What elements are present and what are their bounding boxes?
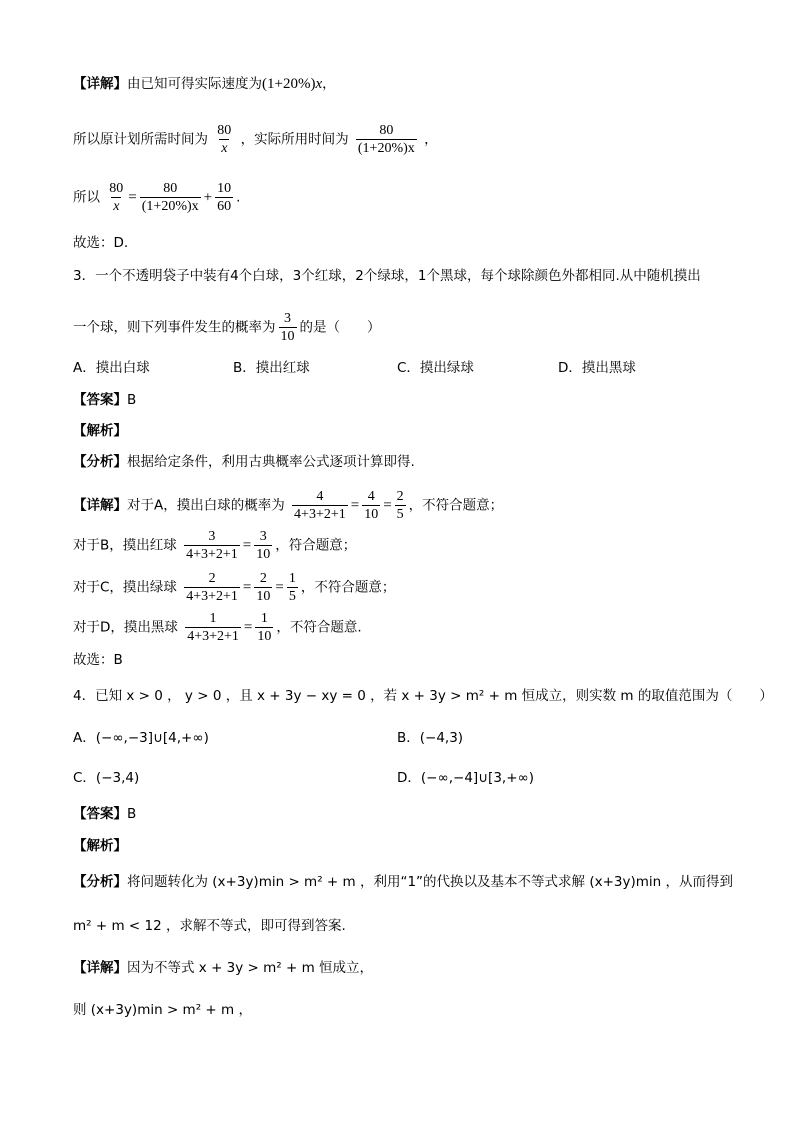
fraction: $\frac{80}{x}$ bbox=[109, 181, 124, 214]
fraction: $\frac{10}{60}$ bbox=[217, 181, 232, 214]
detail-b: 对于B，摸出红球 $\frac{3}{4+3+2+1}$ = $\frac{3}{10}$ ，符合题意； bbox=[73, 529, 357, 562]
q4-option-c: C．(−3,4) bbox=[73, 770, 140, 786]
choose-d: 故选：D. bbox=[73, 235, 129, 251]
question-4-line-1: 4．已知 x > 0 ， y > 0 ，且 x + 3y − xy = 0 ，若 x + 3y > m² + m 恒成立，则实数 m 的取值范围为（ ） bbox=[73, 688, 773, 704]
q4-option-d: D．(−∞,−4]∪[3,+∞) bbox=[397, 770, 535, 786]
fraction: $\frac{80}{x}$ bbox=[217, 123, 232, 156]
question-3-line-2: 一个球，则下列事件发生的概率为 $\frac{3}{10}$ 的是（ ） bbox=[73, 311, 381, 344]
fraction: $\frac{80}{(1+20\%)x}$ bbox=[141, 181, 199, 214]
detail-line-2: 所以原计划所需时间为 $\frac{80}{x}$ ，实际所用时间为 $\frac{80}{(1+20\%)x}$ ， bbox=[73, 123, 438, 156]
q4-analysis-header: 【解析】 bbox=[73, 838, 127, 854]
q4-fenxi-line-2: m² + m < 12 ，求解不等式，即可得到答案. bbox=[73, 918, 346, 934]
choose-b: 故选：B bbox=[73, 652, 123, 668]
q4-detail-line-2: 则 (x+3y)min > m² + m ， bbox=[73, 1002, 252, 1018]
option-d: D．摸出黑球 bbox=[558, 360, 636, 376]
detail-line-3: 所以 $\frac{80}{x}$ = $\frac{80}{(1+20\%)x}$ + $\frac{10}{60}$ . bbox=[73, 181, 241, 214]
option-a: A．摸出白球 bbox=[73, 360, 150, 376]
detail-a: 【详解】对于A，摸出白球的概率为 $\frac{4}{4+3+2+1}$ = $\frac{4}{10}$ = $\frac{2}{5}$ ，不符合题意； bbox=[73, 489, 504, 522]
detail-tag: 【详解】 bbox=[73, 76, 127, 92]
q4-fenxi-line-1: 【分析】将问题转化为 (x+3y)min > m² + m ，利用“1”的代换以及基本不等式求解 (x+3y)min ，从而得到 bbox=[73, 874, 733, 890]
q4-option-a: A．(−∞,−3]∪[4,+∞) bbox=[73, 730, 209, 746]
fraction: $\frac{3}{10}$ bbox=[280, 311, 295, 344]
answer-line: 【答案】B bbox=[73, 392, 137, 408]
q4-detail-line-1: 【详解】因为不等式 x + 3y > m² + m 恒成立， bbox=[73, 960, 374, 976]
analysis-header: 【解析】 bbox=[73, 423, 127, 439]
option-b: B．摸出红球 bbox=[233, 360, 310, 376]
question-3-line-1: 3．一个不透明袋子中装有4个白球，3个红球，2个绿球，1个黑球，每个球除颜色外都相同.从中随机摸出 bbox=[73, 268, 701, 284]
detail-line-1: 【详解】由已知可得实际速度为(1+20%)x， bbox=[73, 76, 336, 92]
q4-answer-line: 【答案】B bbox=[73, 806, 137, 822]
q4-option-b: B．(−4,3) bbox=[397, 730, 464, 746]
option-c: C．摸出绿球 bbox=[397, 360, 474, 376]
detail-d: 对于D，摸出黑球 $\frac{1}{4+3+2+1}$ = $\frac{1}{10}$ ，不符合题意. bbox=[73, 611, 362, 644]
detail-c: 对于C，摸出绿球 $\frac{2}{4+3+2+1}$ = $\frac{2}{10}$ = $\frac{1}{5}$ ，不符合题意； bbox=[73, 571, 396, 604]
analysis-line: 【分析】根据给定条件，利用古典概率公式逐项计算即得. bbox=[73, 454, 415, 470]
fraction: $\frac{80}{(1+20\%)x}$ bbox=[357, 123, 415, 156]
